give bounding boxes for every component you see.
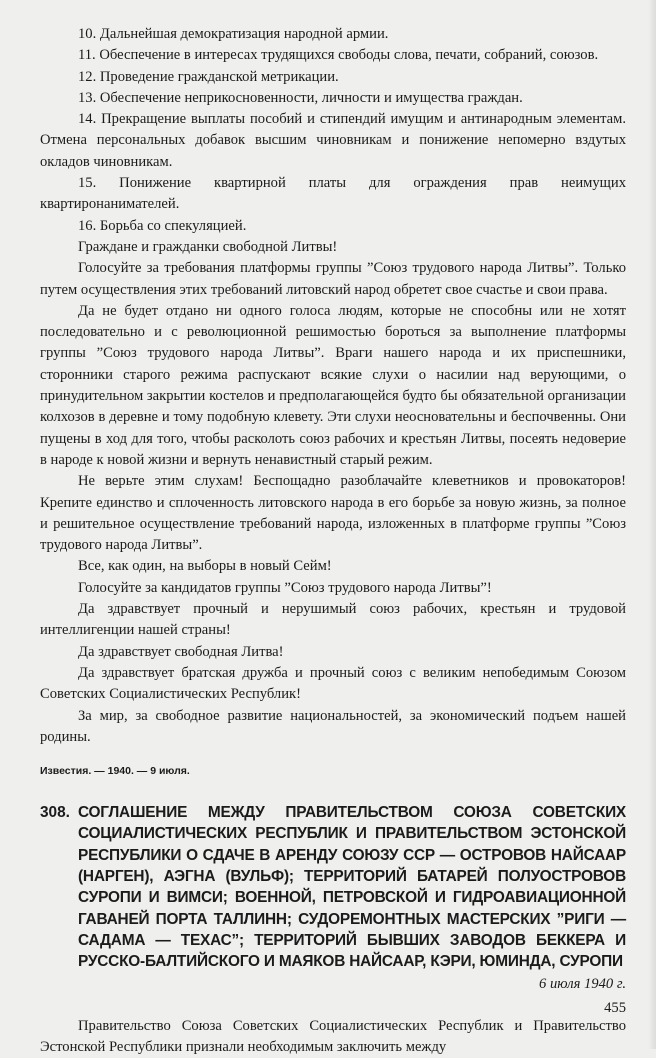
paragraph-item-12: 12. Проведение гражданской метрикации. (78, 68, 339, 85)
appeal-paragraph: Не верьте этим слухам! Беспощадно разоблачайте клеветников и провокаторов! Крепите единство и сплоченность литовского народа в его борьбе за новую жизнь, за полное и решительное осуществление требований народа, изложенных в платформе группы ”Союз трудового народа Литвы”. (40, 473, 626, 554)
paragraph-item-15: 15. Понижение квартирной платы для ограждения прав неимущих квартиронанимателей. (40, 175, 626, 213)
document-number: 308. (40, 804, 70, 822)
slogan: За мир, за свободное развитие национальностей, за экономический подъем нашей родины. (40, 707, 626, 745)
page-text-block (40, 24, 626, 1058)
source-citation: Известия. — 1940. — 9 июля. (40, 765, 190, 778)
paragraph-item-11: 11. Обеспечение в интересах трудящихся свободы слова, печати, собраний, союзов. (78, 47, 599, 64)
document-title: СОГЛАШЕНИЕ МЕЖДУ ПРАВИТЕЛЬСТВОМ СОЮЗА СОВЕТСКИХ СОЦИАЛИСТИЧЕСКИХ РЕСПУБЛИК И ПРАВИТЕЛЬСТВОМ ЭСТОНСКОЙ РЕСПУБЛИКИ О СДАЧЕ В АРЕНДУ СОЮЗУ ССР — ОСТРОВОВ НАЙСААР (НАРГЕН), АЭГНА (ВУЛЬФ); ТЕРРИТОРИЙ БАТАРЕЙ ПОЛУОСТРОВОВ СУРОПИ И ВИМСИ; ВОЕННОЙ, ПЕТРОВСКОЙ И ГИДРОАВИАЦИОННОЙ ГАВАНЕЙ ПОРТА ТАЛЛИНН; СУДОРЕМОНТНЫХ МАСТЕРСКИХ ”РИГИ — САДАМА — ТЕХАС”; ТЕРРИТОРИЙ БЫВШИХ ЗАВОДОВ БЕККЕРА И РУССКО-БАЛТИЙСКОГО И МАЯКОВ НАЙСААР, КЭРИ, ЮМИНДА, СУРОПИ (78, 804, 626, 971)
appeal-heading: Граждане и гражданки свободной Литвы! (78, 238, 338, 255)
paragraph-item-10: 10. Дальнейшая демократизация народной армии. (78, 26, 389, 42)
slogan: Все, как один, на выборы в новый Сейм! (78, 558, 332, 575)
paragraph-item-13: 13. Обеспечение неприкосновенности, личности и имущества граждан. (78, 89, 523, 106)
slogan: Голосуйте за кандидатов группы ”Союз трудового народа Литвы”! (78, 579, 492, 596)
slogan: Да здравствует прочный и нерушимый союз рабочих, крестьян и трудовой интеллигенции нашей страны! (40, 601, 626, 639)
paragraph-item-14: 14. Прекращение выплаты пособий и стипендий имущим и антинародным элементам. Отмена персональных добавок высшим чиновникам и понижение непомерно вздутых окладов чиновникам. (40, 111, 626, 170)
appeal-paragraph: Да не будет отдано ни одного голоса людям, которые не способны или не хотят последовательно и с революционной решимостью бороться за выполнение платформы группы ”Союз трудового народа Литвы”. Враги нашего народа и их приспешники, сторонники старого режима распускают всякие слухи о насилии над верующими, о принудительном закрытии костелов и предполагающейся будто бы обязательной организации колхозов в деревне и тому подобную клевету. Эти слухи неосновательны и беспочвенны. Они пущены в ход для того, чтобы расколоть союз рабочих и крестьян Литвы, посеять недоверие в народе к новой жизни и вернуть ненавистный старый режим. (40, 302, 626, 468)
paragraph-item-16: 16. Борьба со спекуляцией. (78, 217, 247, 234)
slogan: Да здравствует братская дружба и прочный союз с великим непобедимым Союзом Советских Социалистических Республик! (40, 664, 626, 703)
document-body: Правительство Союза Советских Социалистических Республик и Правительство Эстонской Республики признали необходимым заключить между (40, 1017, 626, 1056)
slogan: Да здравствует свободная Литва! (78, 643, 284, 660)
document-heading (40, 802, 626, 972)
document-date: 6 июля 1940 г. (539, 976, 626, 993)
page-number: 455 (604, 1000, 626, 1016)
appeal-paragraph: Голосуйте за требования платформы группы ”Союз трудового народа Литвы”. Только путем осуществления этих требований литовский народ обретет свое счастье и свои права. (40, 260, 626, 298)
page-edge-shadow (648, 0, 656, 1049)
